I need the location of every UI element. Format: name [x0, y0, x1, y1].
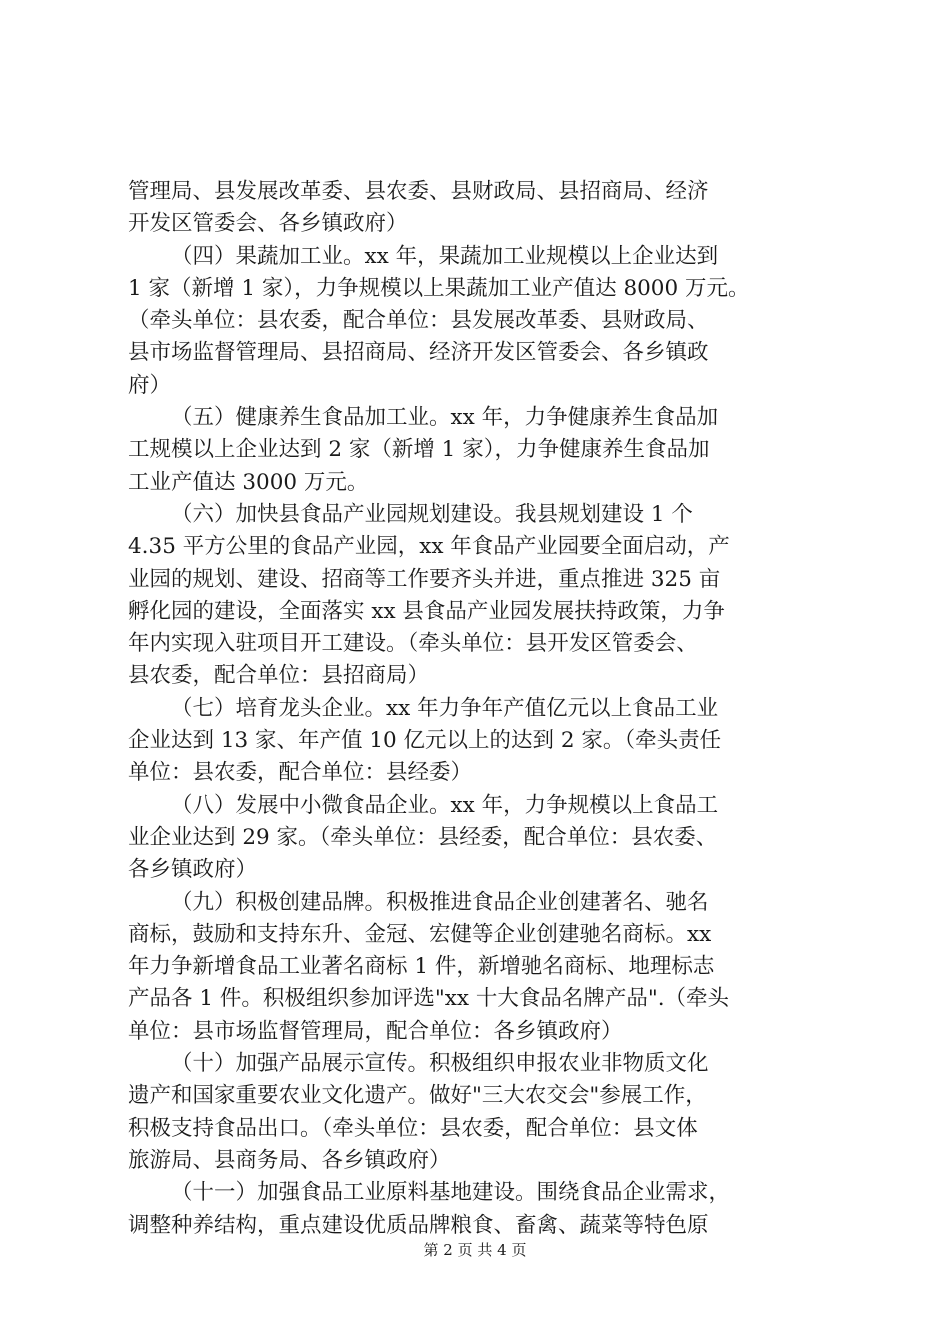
paragraph-start: （四）果蔬加工业。xx 年，果蔬加工业规模以上企业达到 — [171, 243, 719, 269]
document-body — [128, 176, 828, 1242]
text-line: 工业产值达 3000 万元。 — [128, 469, 369, 495]
paragraph-start: （五）健康养生食品加工业。xx 年，力争健康养生食品加 — [171, 405, 719, 431]
text-line: 业企业达到 29 家。（牵头单位：县经委，配合单位：县农委、 — [128, 824, 718, 850]
text-line: 单位：县农委，配合单位：县经委） — [128, 760, 473, 786]
text-line: 县农委，配合单位：县招商局） — [128, 663, 430, 689]
text-line: 府） — [128, 372, 172, 398]
text-line: 4.35 平方公里的食品产业园，xx 年食品产业园要全面启动，产 — [128, 534, 730, 560]
paragraph-start: （九）积极创建品牌。积极推进食品企业创建著名、驰名 — [171, 889, 709, 915]
text-line: 各乡镇政府） — [128, 857, 258, 883]
text-line: 年力争新增食品工业著名商标 1 件，新增驰名商标、地理标志 — [128, 954, 715, 980]
paragraph-start: （六）加快县食品产业园规划建设。我县规划建设 1 个 — [171, 501, 693, 527]
paragraph-start: （七）培育龙头企业。xx 年力争年产值亿元以上食品工业 — [171, 695, 719, 721]
text-line: 企业达到 13 家、年产值 10 亿元以上的达到 2 家。（牵头责任 — [128, 728, 722, 754]
text-line: 工规模以上企业达到 2 家（新增 1 家），力争健康养生食品加 — [128, 437, 710, 463]
text-line: 开发区管委会、各乡镇政府） — [128, 211, 408, 237]
text-line: 积极支持食品出口。（牵头单位：县农委，配合单位：县文体 — [128, 1115, 698, 1141]
text-line: 年内实现入驻项目开工建设。（牵头单位：县开发区管委会、 — [128, 631, 698, 657]
text-line: 县市场监督管理局、县招商局、经济开发区管委会、各乡镇政 — [128, 340, 709, 366]
text-line: 调整种养结构，重点建设优质品牌粮食、畜禽、蔬菜等特色原 — [128, 1212, 709, 1238]
text-line: 1 家（新增 1 家），力争规模以上果蔬加工业产值达 8000 万元。 — [128, 275, 750, 301]
text-line: 商标，鼓励和支持东升、金冠、宏健等企业创建驰名商标。xx — [128, 921, 712, 947]
paragraph-start: （八）发展中小微食品企业。xx 年，力争规模以上食品工 — [171, 792, 719, 818]
text-line: 业园的规划、建设、招商等工作要齐头并进，重点推进 325 亩 — [128, 566, 721, 592]
text-line: 产品各 1 件。积极组织参加评选"xx 十大食品名牌产品".（牵头 — [128, 986, 730, 1012]
page-number-footer: 第 2 页 共 4 页 — [423, 1241, 527, 1259]
text-line: 管理局、县发展改革委、县农委、县财政局、县招商局、经济 — [128, 179, 709, 204]
paragraph-start: （十）加强产品展示宣传。积极组织申报农业非物质文化 — [171, 1051, 709, 1077]
text-line: 旅游局、县商务局、各乡镇政府） — [128, 1147, 451, 1173]
text-line: 孵化园的建设，全面落实 xx 县食品产业园发展扶持政策，力争 — [128, 598, 725, 624]
text-line: 遗产和国家重要农业文化遗产。做好"三大农交会"参展工作， — [128, 1083, 707, 1109]
text-line: （牵头单位：县农委，配合单位：县发展改革委、县财政局、 — [128, 308, 709, 334]
paragraph-start: （十一）加强食品工业原料基地建设。围绕食品企业需求， — [171, 1180, 731, 1206]
text-line: 单位：县市场监督管理局，配合单位：各乡镇政府） — [128, 1018, 623, 1044]
